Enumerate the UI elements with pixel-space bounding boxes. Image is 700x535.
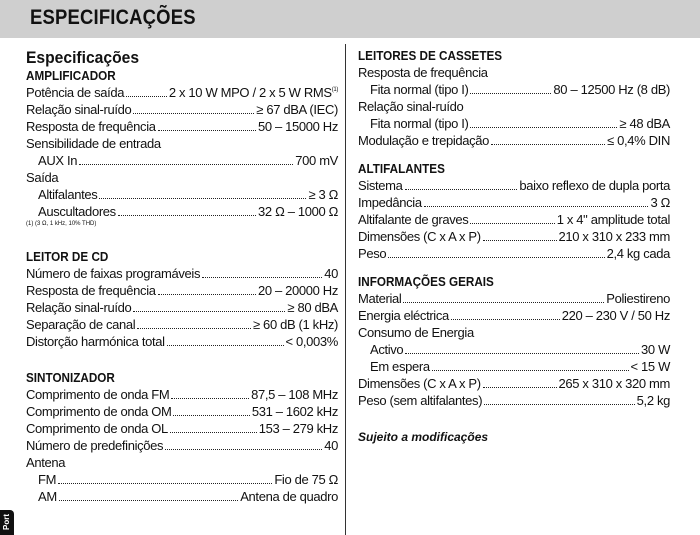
spec-value: 265 x 310 x 320 mm: [558, 376, 670, 391]
dot-leader: [424, 194, 649, 207]
page-title: ESPECIFICAÇÕES: [30, 6, 196, 29]
dot-leader: [167, 333, 284, 346]
dot-leader: [483, 228, 557, 241]
spec-value: ≥ 60 dB (1 kHz): [253, 317, 338, 332]
dot-leader: [158, 118, 256, 131]
spec-label: Impedância: [358, 195, 422, 210]
spec-label: Altifalante de graves: [358, 212, 469, 227]
spec-label: Peso (sem altifalantes): [358, 393, 483, 408]
dot-leader: [405, 177, 518, 190]
spec-row: [26, 386, 338, 403]
spec-row: [26, 186, 338, 203]
spec-value-text: 2 x 10 W MPO / 2 x 5 W RMS: [168, 85, 332, 100]
dot-leader: [133, 101, 254, 114]
spec-row: [26, 282, 338, 299]
spec-row: [358, 392, 670, 409]
spec-label: Auscultadores: [38, 204, 116, 219]
spec-value: 5,2 kg: [636, 393, 670, 408]
spec-label: Sistema: [358, 178, 403, 193]
spec-label: Fita normal (tipo I): [370, 116, 469, 131]
spec-row: [26, 333, 338, 350]
spec-value: 32 Ω – 1000 Ω: [258, 204, 338, 219]
spec-group-label: Resposta de frequência: [358, 65, 488, 80]
spec-label: Em espera: [370, 359, 430, 374]
spec-label: Material: [358, 291, 402, 306]
spec-row: [26, 299, 338, 316]
right-column: [358, 48, 670, 445]
dot-leader: [470, 81, 551, 94]
spec-label: Separação de canal: [26, 317, 136, 332]
language-side-tab: [0, 510, 14, 535]
spec-value: 700 mV: [295, 153, 338, 168]
spec-value: 210 x 310 x 233 mm: [558, 229, 670, 244]
spec-label: Altifalantes: [38, 187, 98, 202]
spec-row: [358, 358, 670, 375]
section-title-altifalantes: ALTIFALANTES: [358, 161, 445, 176]
spec-row: [26, 84, 338, 101]
spec-label: Relação sinal-ruído: [26, 102, 132, 117]
spec-group-label: Relação sinal-ruído: [358, 99, 464, 114]
spec-value: 220 – 230 V / 50 Hz: [561, 308, 670, 323]
side-tab-label: Port: [2, 514, 11, 530]
spec-value: 87,5 – 108 MHz: [251, 387, 338, 402]
spec-value: 40: [324, 438, 338, 453]
left-column: [26, 48, 338, 505]
spec-row: [358, 375, 670, 392]
dot-leader: [59, 488, 238, 501]
spec-value: ≤ 0,4% DIN: [607, 133, 670, 148]
spec-label: Peso: [358, 246, 387, 261]
dot-leader: [403, 290, 604, 303]
spec-label: Dimensões (C x A x P): [358, 376, 481, 391]
dot-leader: [79, 152, 293, 165]
spec-row: [26, 265, 338, 282]
spec-label: Potência de saída: [26, 85, 125, 100]
spec-row: [26, 118, 338, 135]
spec-value: Poliestireno: [606, 291, 670, 306]
spec-value: 50 – 15000 Hz: [257, 119, 338, 134]
spec-row: [26, 488, 338, 505]
spec-label: Distorção harmónica total: [26, 334, 165, 349]
spec-value: Fio de 75 Ω: [274, 472, 338, 487]
dot-leader: [405, 341, 639, 354]
spec-value: 531 – 1602 kHz: [251, 404, 338, 419]
spec-value: 3 Ω: [650, 195, 670, 210]
spec-group-label: Sensibilidade de entrada: [26, 136, 161, 151]
dot-leader: [133, 299, 285, 312]
dot-leader: [432, 358, 629, 371]
spec-row: [358, 132, 670, 149]
spec-row: [358, 245, 670, 262]
spec-label: AM: [38, 489, 57, 504]
spec-row: [358, 177, 670, 194]
section-main-title: Especificações: [26, 48, 140, 67]
spec-label: AUX In: [38, 153, 78, 168]
dot-leader: [126, 84, 167, 97]
spec-row: [358, 211, 670, 228]
spec-label: Resposta de frequência: [26, 283, 156, 298]
footnote-small: (1) (3 Ω, 1 kHz, 10% THD): [26, 221, 97, 227]
spec-row: [358, 341, 670, 358]
spec-group-label: Consumo de Energia: [358, 325, 474, 340]
spec-group-label: Saída: [26, 170, 59, 185]
spec-value: ≥ 3 Ω: [308, 187, 338, 202]
spec-row: [26, 437, 338, 454]
spec-group-label: Antena: [26, 455, 66, 470]
section-title-cassetes: LEITORES DE CASSETES: [358, 48, 503, 63]
spec-row: [358, 81, 670, 98]
spec-label: Comprimento de onda OM: [26, 404, 172, 419]
spec-value: ≥ 48 dBA: [619, 116, 670, 131]
spec-row: [26, 403, 338, 420]
spec-label: Relação sinal-ruído: [26, 300, 132, 315]
dot-leader: [170, 420, 257, 433]
spec-value: ≥ 80 dBA: [287, 300, 338, 315]
spec-row: [26, 420, 338, 437]
dot-leader: [99, 186, 306, 199]
spec-row: [358, 290, 670, 307]
subject-to-change-note: Sujeito a modificações: [358, 430, 489, 444]
dot-leader: [484, 392, 634, 405]
spec-value: < 0,003%: [285, 334, 338, 349]
dot-leader: [202, 265, 322, 278]
spec-value: 20 – 20000 Hz: [257, 283, 338, 298]
spec-value: [169, 84, 338, 101]
spec-label: Comprimento de onda FM: [26, 387, 170, 402]
section-title-cd: LEITOR DE CD: [26, 249, 109, 264]
dot-leader: [470, 211, 554, 224]
spec-label: Fita normal (tipo I): [370, 82, 469, 97]
section-title-amplificador: AMPLIFICADOR: [26, 68, 116, 83]
dot-leader: [388, 245, 604, 258]
spec-row: [26, 203, 338, 220]
spec-label: Energia eléctrica: [358, 308, 449, 323]
spec-row: [358, 115, 670, 132]
spec-label: Resposta de frequência: [26, 119, 156, 134]
spec-row: [358, 307, 670, 324]
spec-row: [26, 152, 338, 169]
spec-label: Número de faixas programáveis: [26, 266, 201, 281]
column-divider: [345, 44, 346, 535]
spec-value: 2,4 kg cada: [606, 246, 670, 261]
dot-leader: [451, 307, 560, 320]
dot-leader: [158, 282, 256, 295]
spec-value: 153 – 279 kHz: [258, 421, 338, 436]
dot-leader: [118, 203, 256, 216]
spec-value: 30 W: [641, 342, 670, 357]
dot-leader: [173, 403, 249, 416]
spec-label: Activo: [370, 342, 404, 357]
header-bar: [0, 0, 700, 38]
spec-value: 40: [324, 266, 338, 281]
spec-row: [358, 228, 670, 245]
spec-value: 1 x 4" amplitude total: [556, 212, 670, 227]
dot-leader: [470, 115, 617, 128]
dot-leader: [483, 375, 557, 388]
spec-value: 80 – 12500 Hz (8 dB): [553, 82, 670, 97]
spec-label: Comprimento de onda OL: [26, 421, 168, 436]
spec-label: Modulação e trepidação: [358, 133, 490, 148]
spec-value: Antena de quadro: [240, 489, 338, 504]
spec-value: < 15 W: [630, 359, 670, 374]
superscript-note: (1): [331, 87, 338, 93]
dot-leader: [491, 132, 605, 145]
dot-leader: [171, 386, 249, 399]
spec-value: ≥ 67 dBA (IEC): [256, 102, 338, 117]
dot-leader: [165, 437, 322, 450]
spec-row: [26, 101, 338, 118]
spec-row: [26, 471, 338, 488]
dot-leader: [58, 471, 272, 484]
spec-label: Dimensões (C x A x P): [358, 229, 481, 244]
spec-label: FM: [38, 472, 57, 487]
section-title-sintonizador: SINTONIZADOR: [26, 370, 115, 385]
section-title-gerais: INFORMAÇÕES GERAIS: [358, 274, 494, 289]
spec-row: [358, 194, 670, 211]
spec-row: [26, 316, 338, 333]
spec-label: Número de predefinições: [26, 438, 164, 453]
dot-leader: [137, 316, 251, 329]
spec-value: baixo reflexo de dupla porta: [519, 178, 670, 193]
